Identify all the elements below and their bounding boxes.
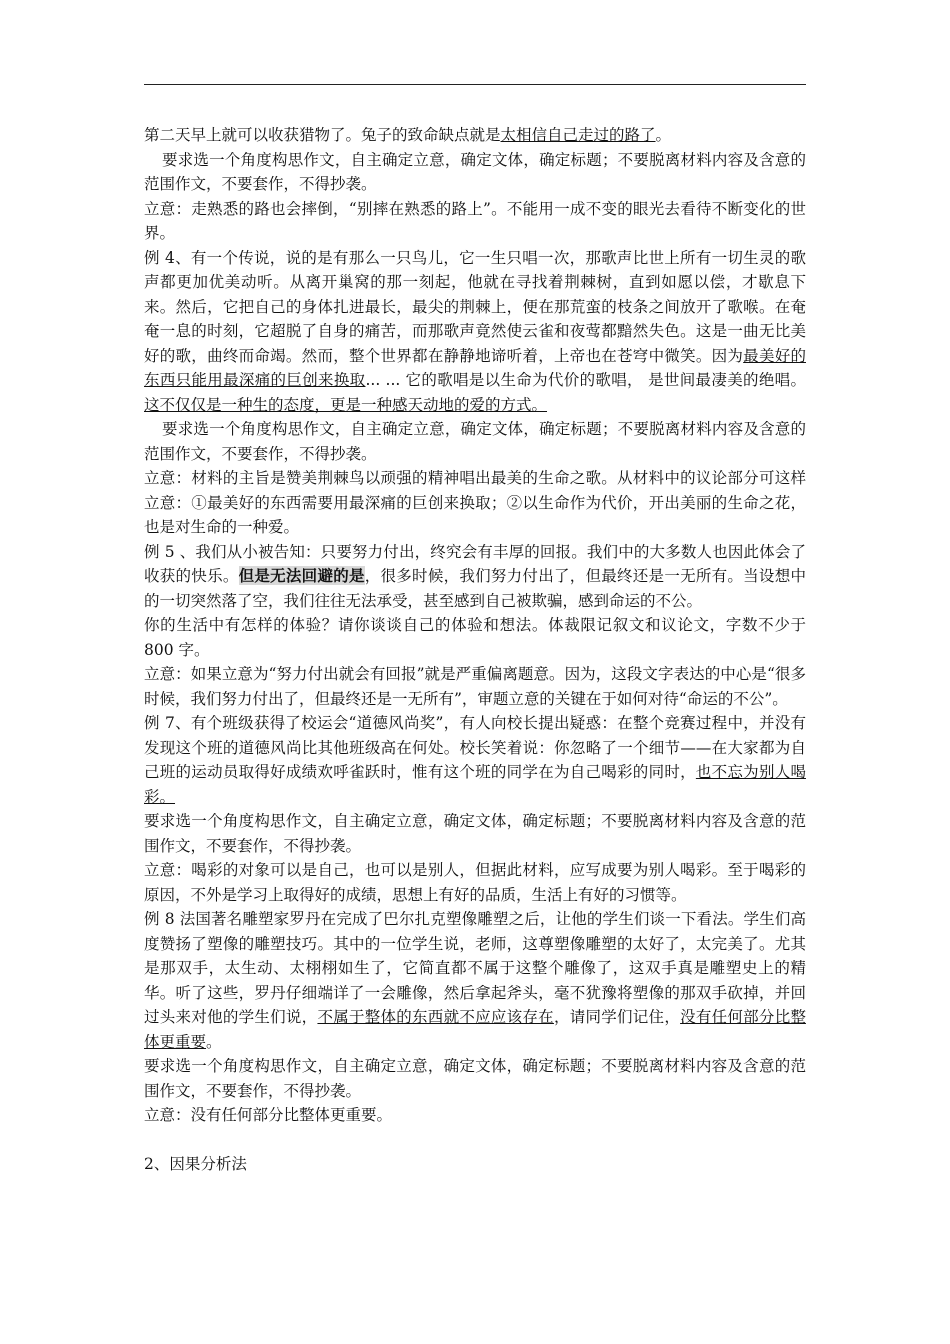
paragraph-text: ... ... 它的歌唱是以生命为代价的歌唱， 是世间最凄美的绝唱。 [365, 371, 806, 389]
paragraph-text: 例 4、有一个传说，说的是有那么一只鸟儿，它一生只唱一次，那歌声比世上所有一切生灵的歌声都更加优美动听。从离开巢窝的那一刻起，他就在寻找着荆棘树，直到如愿以偿，才歇息下来。然后，它把自己的身体扎进最长，最尖的荆棘上，便在那荒蛮的枝条之间放开了歌喉。在奄奄一息的时刻，它超脱了自身的痛苦，而那歌声竟然使云雀和夜莺都黯然失色。这是一曲无比美好的歌，曲终而命竭。然而，整个世界都在静静地谛听着，上帝也在苍穹中微笑。因为 [144, 248, 806, 365]
paragraph-text: 例 8 法国著名雕塑家罗丹在完成了巴尔扎克塑像雕塑之后，让他的学生们谈一下看法。学生们高度赞扬了塑像的雕塑技巧。其中的一位学生说，老师，这尊塑像雕塑的太好了，太完美了。尤其是那双手，太生动、太栩栩如生了，它简直都不属于这整个雕像了，这双手真是雕塑史上的精华。听了这些，罗丹仔细端详了一会雕像，然后拿起斧头，毫不犹豫将塑像的那双手砍掉，并回过头来对他的学生们说， [144, 910, 806, 1026]
underlined-text: 太相信自己走过的路了 [500, 126, 656, 144]
paragraph [144, 613, 806, 662]
paragraph-text: 例 5 、我们从小被告知：只要努力付出，终究会有丰厚的回报。我们中的大多数人也因此体会了收获的快乐。 [144, 542, 806, 585]
paragraph-text: 要求选一个角度构思作文，自主确定立意，确定文体，确定标题；不要脱离材料内容及含意的范围作文，不要套作，不得抄袭。 [144, 150, 806, 193]
paragraph [144, 417, 806, 466]
paragraph-text: 立意：没有任何部分比整体更重要。 [144, 1106, 393, 1124]
paragraph-text: 第二天早上就可以收获猎物了。兔子的致命缺点就是 [144, 126, 501, 144]
underlined-text: 这不仅仅是一种生的态度，更是一种感天动地的爱的方式。 [144, 395, 548, 414]
paragraph-text: 要求选一个角度构思作文，自主确定立意，确定文体，确定标题；不要脱离材料内容及含意的范围作文，不要套作，不得抄袭。 [144, 1057, 806, 1100]
paragraph [144, 1152, 806, 1177]
highlighted-text: 但是无法回避的是 [238, 566, 365, 585]
paragraph-text: 。 [655, 126, 672, 144]
paragraph-text: 立意：走熟悉的路也会摔倒，“别摔在熟悉的路上”。不能用一成不变的眼光去看待不断变化的世界。 [144, 199, 806, 242]
paragraph [144, 1103, 806, 1128]
underlined-text: 也不忘为别人喝彩。 [144, 763, 806, 806]
paragraph [144, 148, 806, 197]
underlined-text: 没有任何部分比整体更重要 [144, 1008, 806, 1051]
paragraph [144, 809, 806, 858]
document-body [144, 123, 806, 1176]
paragraph-text: 例 7、有个班级获得了校运会“道德风尚奖”，有人向校长提出疑惑：在整个竞赛过程中，并没有发现这个班的道德风尚比其他班级高在何处。校长笑着说：你忽略了一个细节——在大家都为自己班的运动员取得好成绩欢呼雀跃时，惟有这个班的同学在为自己喝彩的同时， [144, 714, 806, 781]
paragraph-text: 你的生活中有怎样的体验？请你谈谈自己的体验和想法。体裁限记叙文和议论文，字数不少于 800 字。 [144, 616, 806, 659]
paragraph-text: 。 [206, 1032, 222, 1051]
paragraph [144, 1054, 806, 1103]
header-rule [144, 84, 806, 85]
paragraph [144, 662, 806, 711]
paragraph [144, 466, 806, 540]
paragraph [144, 246, 806, 418]
paragraph-gap [144, 1128, 806, 1152]
paragraph [144, 907, 806, 1054]
paragraph-text: ，请同学们记住， [553, 1008, 681, 1026]
paragraph-text: 立意：喝彩的对象可以是自己，也可以是别人，但据此材料，应写成要为别人喝彩。至于喝彩的原因，不外是学习上取得好的成绩，思想上有好的品质，生活上有好的习惯等。 [144, 861, 806, 904]
paragraph-text: 要求选一个角度构思作文，自主确定立意，确定文体，确定标题；不要脱离材料内容及含意的范围作文，不要套作，不得抄袭。 [144, 420, 806, 463]
paragraph-text: 立意：材料的主旨是赞美荆棘鸟以顽强的精神唱出最美的生命之歌。从材料中的议论部分可这样立意：①最美好的东西需要用最深痛的巨创来换取；②以生命作为代价，开出美丽的生命之花，也是对生命的一种爱。 [144, 469, 806, 536]
underlined-text: 最美好的东西只能用最深痛的巨创来换取 [144, 346, 806, 389]
paragraph [144, 858, 806, 907]
paragraph-text: ，很多时候，我们努力付出了，但最终还是一无所有。当设想中的一切突然落了空，我们往往无法承受，甚至感到自己被欺骗，感到命运的不公。 [144, 567, 806, 610]
paragraph [144, 123, 806, 148]
paragraph-text: 要求选一个角度构思作文，自主确定立意，确定文体，确定标题；不要脱离材料内容及含意的范围作文，不要套作，不得抄袭。 [144, 812, 806, 855]
paragraph [144, 197, 806, 246]
paragraph [144, 711, 806, 809]
paragraph-text: 2、因果分析法 [144, 1154, 247, 1173]
underlined-text: 不属于整体的东西就不应应该存在 [317, 1008, 554, 1026]
paragraph [144, 540, 806, 614]
document-page [144, 84, 806, 1176]
paragraph-text: 立意：如果立意为“努力付出就会有回报”就是严重偏离题意。因为，这段文字表达的中心是“很多时候，我们努力付出了，但最终还是一无所有”，审题立意的关键在于如何对待“命运的不公”。 [144, 665, 806, 708]
